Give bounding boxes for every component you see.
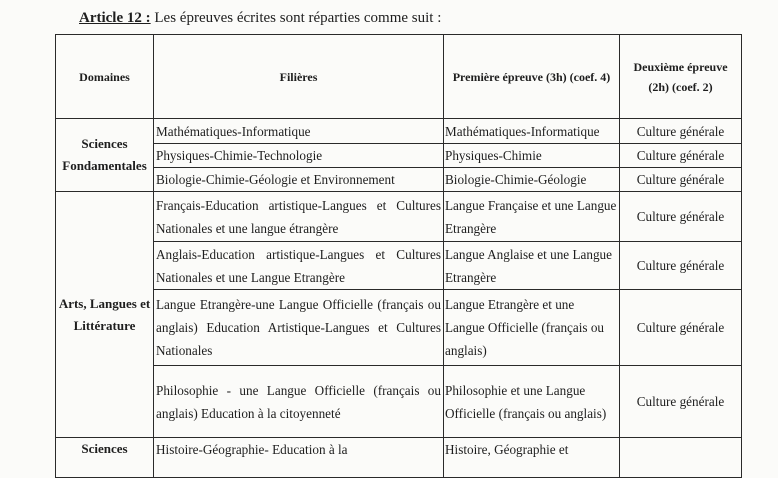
table-row xyxy=(56,192,742,242)
deuxieme-cell: Culture générale xyxy=(620,168,742,192)
exam-table xyxy=(55,34,742,478)
deuxieme-cell: Culture générale xyxy=(620,192,742,242)
article-text: Les épreuves écrites sont réparties comme suit : xyxy=(150,10,442,26)
header-filieres: Filières xyxy=(154,35,444,119)
premiere-cell: Langue Française et une Langue Etrangère xyxy=(444,192,620,242)
filiere-cell: Histoire-Géographie- Education à la xyxy=(154,438,444,478)
table-row xyxy=(56,438,742,478)
header-deuxieme: Deuxième épreuve (2h) (coef. 2) xyxy=(620,35,742,119)
header-row xyxy=(56,35,742,119)
premiere-cell: Histoire, Géographie et xyxy=(444,438,620,478)
premiere-cell: Philosophie et une Langue Officielle (français ou anglais) xyxy=(444,366,620,438)
article-heading xyxy=(79,10,441,27)
filiere-cell: Mathématiques-Informatique xyxy=(154,119,444,144)
premiere-cell: Mathématiques-Informatique xyxy=(444,119,620,144)
header-premiere: Première épreuve (3h) (coef. 4) xyxy=(444,35,620,119)
domaine-cell: Sciences Fondamentales xyxy=(56,119,154,192)
table-row xyxy=(56,290,742,366)
deuxieme-cell: Culture générale xyxy=(620,119,742,144)
table-row xyxy=(56,366,742,438)
article-number: Article 12 : xyxy=(79,10,151,26)
deuxieme-cell: Culture générale xyxy=(620,242,742,290)
deuxieme-cell: Culture générale xyxy=(620,144,742,168)
premiere-cell: Biologie-Chimie-Géologie xyxy=(444,168,620,192)
header-domaines: Domaines xyxy=(56,35,154,119)
filiere-cell: Français-Education artistique-Langues et Cultures Nationales et une langue étrangère xyxy=(154,192,444,242)
filiere-cell: Langue Etrangère-une Langue Officielle (français ou anglais) Education Artistique-Langues et Cultures Nationales xyxy=(154,290,444,366)
filiere-cell: Physiques-Chimie-Technologie xyxy=(154,144,444,168)
table-row xyxy=(56,168,742,192)
premiere-cell: Physiques-Chimie xyxy=(444,144,620,168)
filiere-cell: Anglais-Education artistique-Langues et Cultures Nationales et une Langue Etrangère xyxy=(154,242,444,290)
deuxieme-cell: Culture générale xyxy=(620,366,742,438)
table-row xyxy=(56,144,742,168)
domaine-cell: Sciences xyxy=(56,438,154,478)
filiere-cell: Philosophie - une Langue Officielle (français ou anglais) Education à la citoyenneté xyxy=(154,366,444,438)
premiere-cell: Langue Etrangère et une Langue Officielle (français ou anglais) xyxy=(444,290,620,366)
domaine-cell: Arts, Langues et Littérature xyxy=(56,192,154,438)
table-row xyxy=(56,119,742,144)
table-row xyxy=(56,242,742,290)
deuxieme-cell xyxy=(620,438,742,478)
filiere-cell: Biologie-Chimie-Géologie et Environnement xyxy=(154,168,444,192)
deuxieme-cell: Culture générale xyxy=(620,290,742,366)
premiere-cell: Langue Anglaise et une Langue Etrangère xyxy=(444,242,620,290)
